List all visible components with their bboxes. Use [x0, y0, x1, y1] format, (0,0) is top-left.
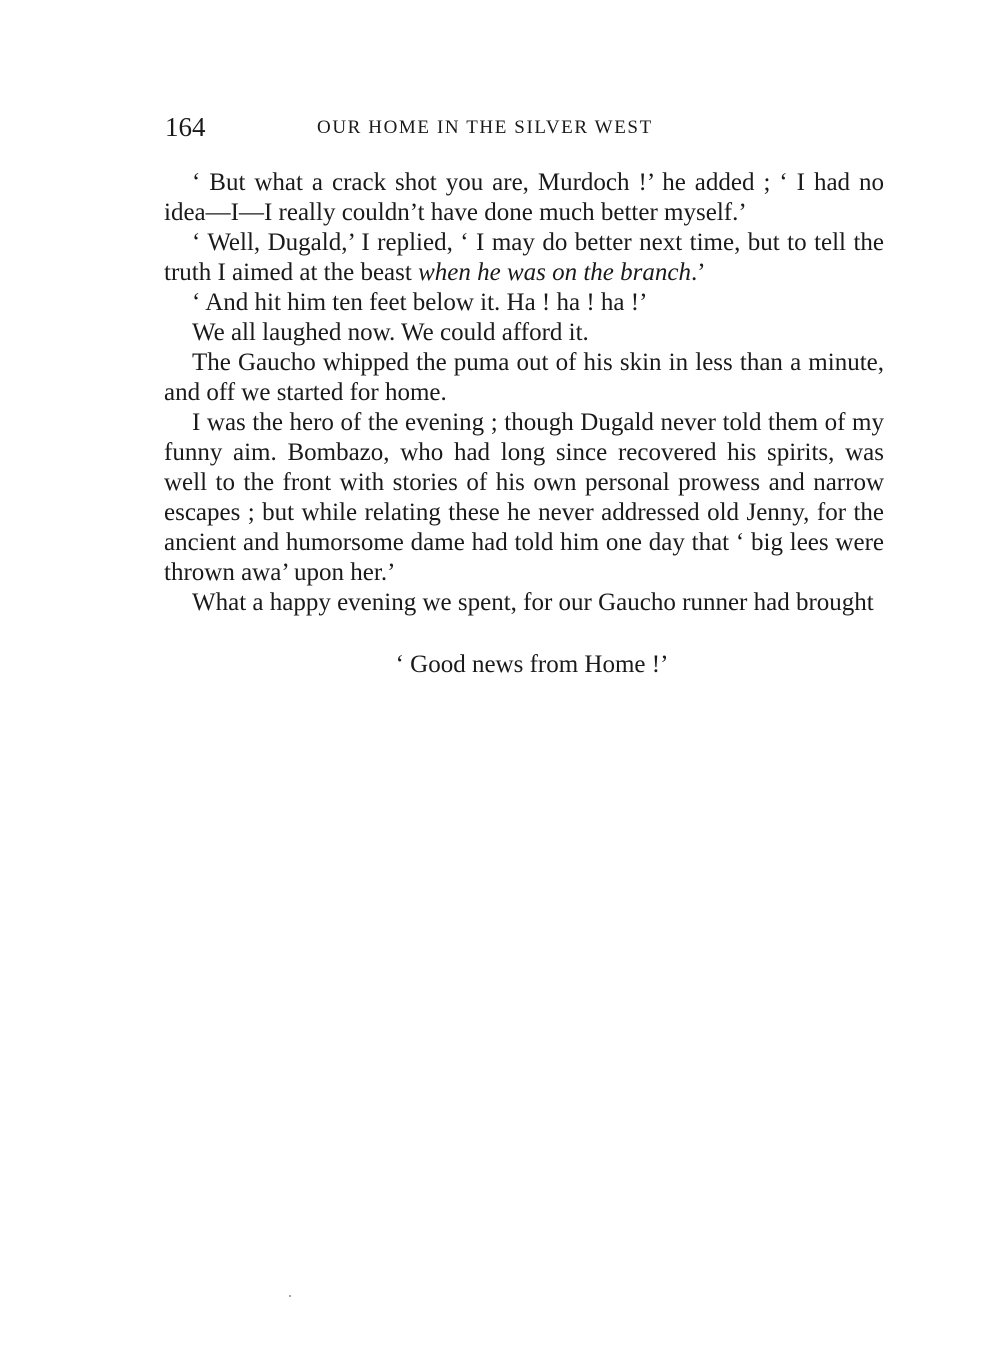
italic-phrase: when he was on the branch — [418, 259, 691, 286]
paragraph: What a happy evening we spent, for our Gaucho runner had brought — [192, 589, 874, 616]
paragraph: We all laughed now. We could afford it. — [192, 319, 589, 346]
paragraph-text: .’ — [690, 259, 706, 286]
paragraph: I was the hero of the evening ; though Dugald never told them of my funny aim. Bombazo, who had long since recovered his spirits, was well to the front with stories of his own personal prowess and narrow escapes ; but while relating these he never addressed old Jenny, for the ancient and humorsome dame had told him one day that ‘ big lees were thrown awa’ upon her.’ — [164, 409, 884, 586]
scan-speck — [289, 1295, 291, 1297]
paragraph: ‘ And hit him ten feet below it. Ha ! ha ! ha !’ — [192, 289, 648, 316]
body-text — [164, 168, 884, 680]
running-head — [165, 112, 885, 142]
paragraph: The Gaucho whipped the puma out of his skin in less than a minute, and off we started for home. — [164, 349, 884, 406]
page-number: 164 — [165, 112, 206, 142]
running-title: OUR HOME IN THE SILVER WEST — [317, 117, 653, 138]
closing-line: ‘ Good news from Home !’ — [395, 651, 669, 678]
paragraph — [164, 228, 884, 288]
paragraph: ‘ But what a crack shot you are, Murdoch !’ he added ; ‘ I had no idea—I—I really couldn’t have done much better myself.’ — [164, 169, 884, 226]
paragraph-text: ‘ Well, Dugald,’ I replied, ‘ I may do better next time, but to tell the truth I aimed at the beast — [164, 229, 884, 286]
